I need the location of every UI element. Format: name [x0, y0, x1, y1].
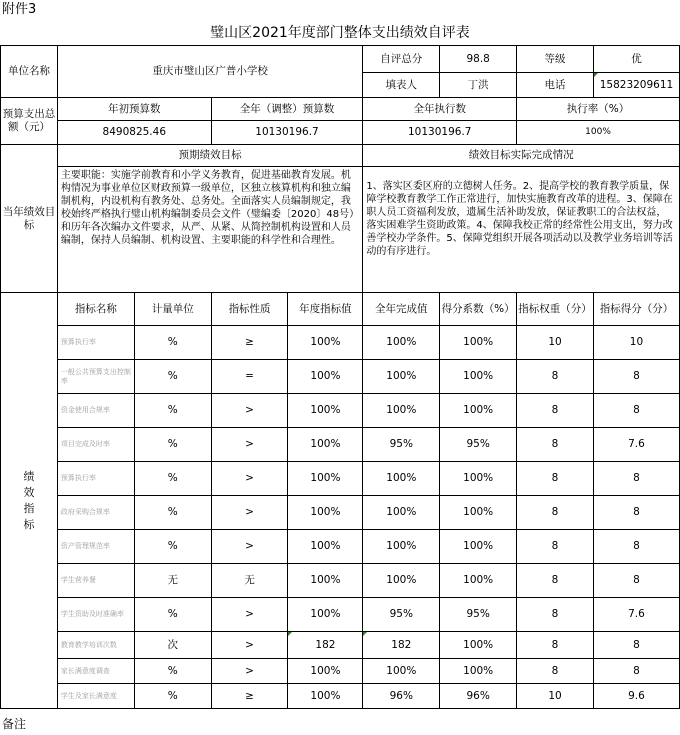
indicator-name: 一般公共预算支出控制率: [57, 360, 134, 394]
indicator-coefficient: 100%: [440, 564, 517, 598]
indicator-name: 政府采购合规率: [57, 496, 134, 530]
indicator-target: 100%: [288, 598, 363, 632]
indicator-weight: 8: [517, 564, 594, 598]
indicator-nature: >: [211, 496, 288, 530]
indicator-weight: 8: [517, 530, 594, 564]
attachment-label: 附件3: [2, 2, 37, 17]
indicator-target: 100%: [288, 394, 363, 428]
indicators-section-label: 绩效指标: [1, 293, 58, 709]
comment-marker-icon: [288, 632, 292, 636]
budget-value-initial: 8490825.46: [57, 121, 211, 145]
indicator-nature: >: [211, 632, 288, 659]
table-row: [1, 428, 680, 462]
indicator-target: 100%: [288, 530, 363, 564]
actual-completion-text: 1、落实区委区府的立德树人任务。2、提高学校的教育教学质量，保障学校教育教学工作正常进行，加快实施教育改革的进程。3、保障在职人员工资福利发放，遗属生活补助发放，保证教职工的合法权益，落实困难学生资助政策。4、保障我校正常的经常性公用支出，努力改善学校办学条件。5、保障党组织开展各项活动以及教学业务培训等活动的有序进行。: [363, 167, 680, 293]
header-unit: 计量单位: [134, 293, 211, 326]
indicator-coefficient: 100%: [440, 462, 517, 496]
budget-header-rate: 执行率（%）: [517, 98, 680, 121]
budget-header-executed: 全年执行数: [363, 98, 517, 121]
indicator-coefficient: 100%: [440, 659, 517, 684]
indicator-weight: 8: [517, 360, 594, 394]
unit-name-label: 单位名称: [1, 46, 58, 98]
indicator-weight: 8: [517, 394, 594, 428]
indicator-target: 182: [288, 632, 363, 659]
table-row: [1, 462, 680, 496]
indicator-unit: %: [134, 360, 211, 394]
filler-value: 丁洪: [440, 73, 517, 98]
expected-goals-text: 主要职能：实施学前教育和小学义务教育，促进基础教育发展。机构情况为事业单位区财政预算一级单位，区独立核算机构和独立编制机构，内设机构有教务处、总务处。全面落实人员编制规定，我校始终严格执行璧山机构编制委员会文件（璧编委〔2020〕48号）和历年各次编办文件要求，从严、从紧、从简控制机构设置和人员编制，保持人员编制、机构设置、主要职能的科学性和合理性。: [57, 167, 362, 293]
table-row: [1, 598, 680, 632]
budget-value-rate: 100%: [517, 121, 680, 145]
indicator-nature: >: [211, 462, 288, 496]
table-row: [1, 659, 680, 684]
indicator-target: 100%: [288, 326, 363, 360]
indicator-actual: 100%: [363, 462, 440, 496]
indicator-actual: 100%: [363, 360, 440, 394]
indicator-name: 学生营养餐: [57, 564, 134, 598]
indicator-unit: %: [134, 462, 211, 496]
indicator-weight: 8: [517, 428, 594, 462]
indicator-unit: 次: [134, 632, 211, 659]
self-score-label: 自评总分: [363, 46, 440, 73]
indicator-score: 8: [593, 659, 679, 684]
table-row: [1, 632, 680, 659]
indicator-coefficient: 100%: [440, 326, 517, 360]
indicator-actual: 100%: [363, 326, 440, 360]
indicator-actual: 95%: [363, 598, 440, 632]
indicator-coefficient: 100%: [440, 394, 517, 428]
indicator-name: 资金使用合规率: [57, 394, 134, 428]
indicator-nature: ≥: [211, 684, 288, 709]
phone-value: 15823209611: [593, 73, 679, 98]
header-coefficient: 得分系数（%）: [440, 293, 517, 326]
indicator-unit: %: [134, 326, 211, 360]
table-row: [1, 496, 680, 530]
budget-value-adjusted: 10130196.7: [211, 121, 363, 145]
indicator-score: 8: [593, 496, 679, 530]
indicator-target: 100%: [288, 496, 363, 530]
indicator-actual: 100%: [363, 394, 440, 428]
indicator-coefficient: 95%: [440, 598, 517, 632]
table-row: [1, 360, 680, 394]
indicator-name: 家长满意度调查: [57, 659, 134, 684]
indicator-actual: 100%: [363, 564, 440, 598]
comment-marker-icon: [594, 73, 598, 77]
indicator-target: 100%: [288, 659, 363, 684]
indicator-unit: %: [134, 428, 211, 462]
indicator-nature: =: [211, 360, 288, 394]
indicator-unit: %: [134, 496, 211, 530]
evaluation-table: [0, 45, 680, 709]
table-row: [1, 530, 680, 564]
indicator-weight: 8: [517, 632, 594, 659]
indicator-nature: >: [211, 659, 288, 684]
budget-value-executed: 10130196.7: [363, 121, 517, 145]
indicator-weight: 8: [517, 496, 594, 530]
budget-header-initial: 年初预算数: [57, 98, 211, 121]
indicator-coefficient: 95%: [440, 428, 517, 462]
indicator-unit: %: [134, 394, 211, 428]
indicator-nature: >: [211, 598, 288, 632]
budget-label: 预算支出总额（元）: [1, 98, 58, 145]
indicator-actual: 100%: [363, 659, 440, 684]
indicator-nature: >: [211, 428, 288, 462]
table-row: [1, 564, 680, 598]
indicator-actual: 95%: [363, 428, 440, 462]
header-indicator-name: 指标名称: [57, 293, 134, 326]
self-score-value: 98.8: [440, 46, 517, 73]
header-actual: 全年完成值: [363, 293, 440, 326]
indicator-name: 预算执行率: [57, 326, 134, 360]
indicator-weight: 10: [517, 326, 594, 360]
actual-completion-header: 绩效目标实际完成情况: [363, 145, 680, 167]
grade-label: 等级: [517, 46, 594, 73]
indicator-weight: 10: [517, 684, 594, 709]
page-title: 璧山区2021年度部门整体支出绩效自评表: [210, 25, 470, 41]
indicator-nature: ≥: [211, 326, 288, 360]
indicator-name: 教育教学培训次数: [57, 632, 134, 659]
unit-name-value: 重庆市璧山区广普小学校: [57, 46, 362, 98]
indicator-coefficient: 100%: [440, 496, 517, 530]
header-score: 指标得分（分）: [593, 293, 679, 326]
header-weight: 指标权重（分）: [517, 293, 594, 326]
comment-marker-icon: [363, 632, 367, 636]
indicator-score: 9.6: [593, 684, 679, 709]
indicator-target: 100%: [288, 428, 363, 462]
indicator-name: 学生资助及时准确率: [57, 598, 134, 632]
indicator-actual: 100%: [363, 530, 440, 564]
indicator-score: 7.6: [593, 598, 679, 632]
header-nature: 指标性质: [211, 293, 288, 326]
expected-goals-header: 预期绩效目标: [57, 145, 362, 167]
indicator-coefficient: 100%: [440, 632, 517, 659]
indicator-nature: 无: [211, 564, 288, 598]
filler-label: 填表人: [363, 73, 440, 98]
annual-goals-label: 当年绩效目标: [1, 145, 58, 293]
indicator-weight: 8: [517, 598, 594, 632]
indicator-unit: %: [134, 659, 211, 684]
indicator-name: 学生及家长满意度: [57, 684, 134, 709]
indicator-score: 8: [593, 632, 679, 659]
table-row: [1, 394, 680, 428]
indicator-nature: >: [211, 530, 288, 564]
indicator-name: 资产管理规范率: [57, 530, 134, 564]
indicator-coefficient: 100%: [440, 360, 517, 394]
indicator-unit: %: [134, 598, 211, 632]
indicator-score: 8: [593, 394, 679, 428]
indicator-name: 预算执行率: [57, 462, 134, 496]
indicator-unit: %: [134, 530, 211, 564]
indicator-nature: >: [211, 394, 288, 428]
footer-note: 备注: [2, 717, 27, 731]
header-target: 年度指标值: [288, 293, 363, 326]
indicator-score: 10: [593, 326, 679, 360]
indicator-score: 8: [593, 360, 679, 394]
indicator-unit: %: [134, 684, 211, 709]
indicator-coefficient: 96%: [440, 684, 517, 709]
phone-label: 电话: [517, 73, 594, 98]
indicator-score: 8: [593, 462, 679, 496]
indicator-actual: 182: [363, 632, 440, 659]
indicator-name: 项目完成及时率: [57, 428, 134, 462]
budget-header-adjusted: 全年（调整）预算数: [211, 98, 363, 121]
indicator-target: 100%: [288, 684, 363, 709]
indicator-unit: 无: [134, 564, 211, 598]
indicator-score: 7.6: [593, 428, 679, 462]
indicator-weight: 8: [517, 659, 594, 684]
grade-value: 优: [593, 46, 679, 73]
indicator-actual: 100%: [363, 496, 440, 530]
indicator-actual: 96%: [363, 684, 440, 709]
indicator-target: 100%: [288, 360, 363, 394]
indicator-target: 100%: [288, 462, 363, 496]
table-row: [1, 326, 680, 360]
indicator-target: 100%: [288, 564, 363, 598]
indicator-weight: 8: [517, 462, 594, 496]
indicator-coefficient: 100%: [440, 530, 517, 564]
indicator-score: 8: [593, 564, 679, 598]
table-row: [1, 684, 680, 709]
indicator-score: 8: [593, 530, 679, 564]
